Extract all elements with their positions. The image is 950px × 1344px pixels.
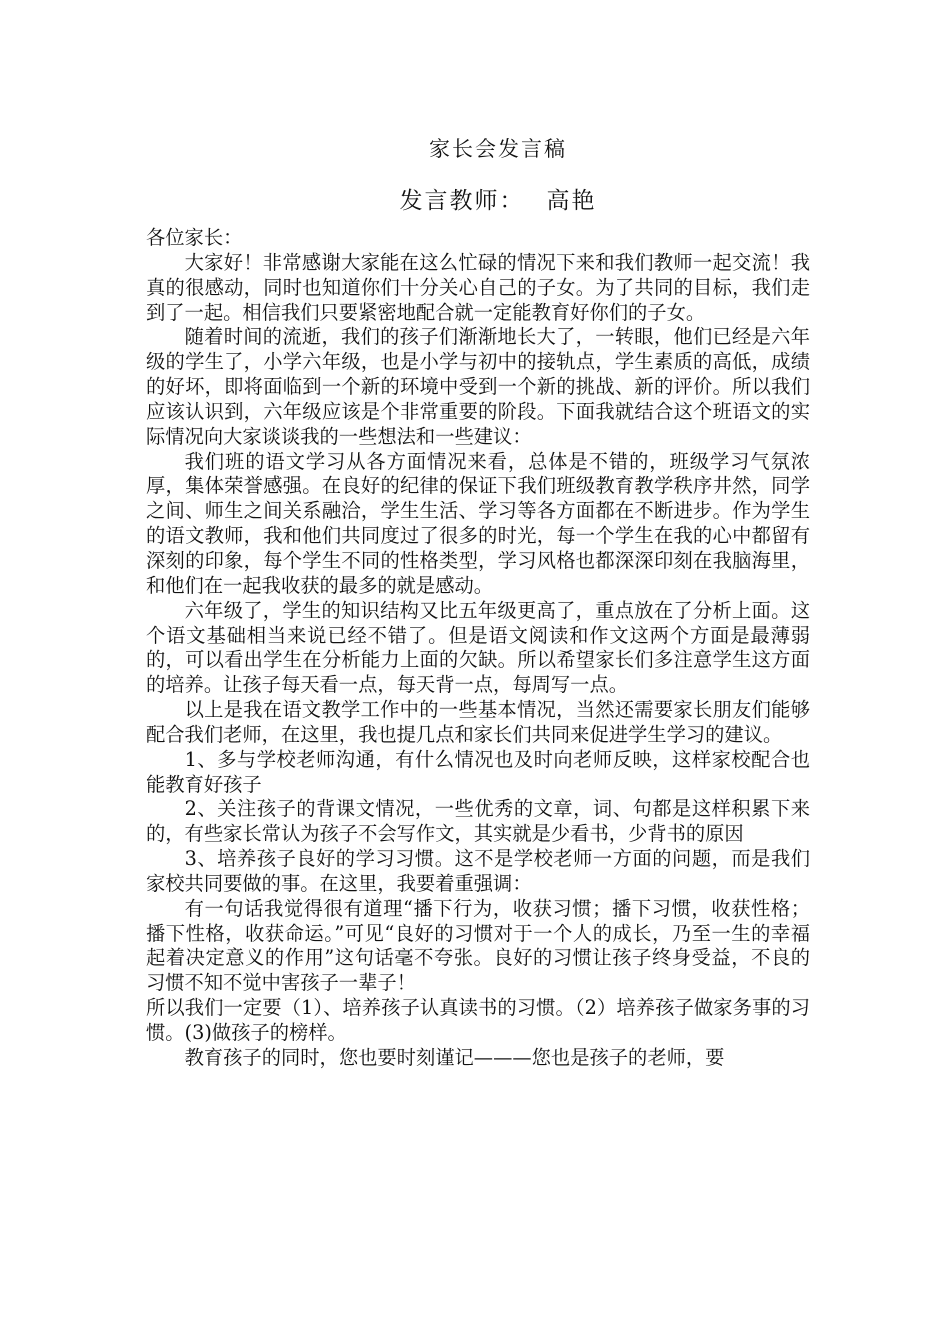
suggestion-item-1: 1、多与学校老师沟通，有什么情况也及时向老师反映，这样家校配合也能教育好孩子 (146, 747, 810, 796)
document-title: 家长会发言稿 (429, 137, 567, 161)
salutation: 各位家长： (146, 226, 243, 249)
paragraph-suggestions-intro: 以上是我在语文教学工作中的一些基本情况，当然还需要家长朋友们能够配合我们老师，在这里，我也提几点和家长们共同来促进学生学习的建议。 (146, 698, 810, 746)
paragraph-greeting: 大家好！非常感谢大家能在这么忙碌的情况下来和我们教师一起交流！我真的很感动，同时也知道你们十分关心自己的子女。为了共同的目标，我们走到了一起。相信我们只要紧密地配合就一定能教育好你们的子女。 (146, 250, 810, 324)
paragraph-habits-list: 所以我们一定要（1）、培养孩子认真读书的习惯。（2）培养孩子做家务事的习惯。(3)做孩子的榜样。 (146, 996, 810, 1044)
speaker-line (0, 185, 950, 217)
paragraph-parent-role: 教育孩子的同时，您也要时刻谨记———您也是孩子的老师，要 (184, 1045, 725, 1069)
suggestion-item-2: 2、关注孩子的背课文情况，一些优秀的文章，词、句都是这样积累下来的，有些家长常认为孩子不会写作文，其实就是少看书，少背书的原因 (146, 797, 810, 846)
paragraph-habits-quote: 有一句话我觉得很有道理“播下行为，收获习惯；播下习惯，收获性格；播下性格，收获命运。”可见“良好的习惯对于一个人的成长，乃至一生的幸福起着决定意义的作用”这句话毫不夸张。良好的习惯让孩子终身受益，不良的习惯不知不觉中害孩子一辈子！ (146, 896, 810, 995)
paragraph-analysis-focus: 六年级了，学生的知识结构又比五年级更高了，重点放在了分析上面。这个语文基础相当来说已经不错了。但是语文阅读和作文这两个方面是最薄弱的，可以看出学生在分析能力上面的欠缺。所以希望家长们多注意学生这方面的培养。让孩子每天看一点，每天背一点，每周写一点。 (146, 598, 810, 697)
speaker-name: 高艳 (546, 188, 597, 214)
document-body (146, 226, 810, 1071)
paragraph-class-overview: 我们班的语文学习从各方面情况来看，总体是不错的，班级学习气氛浓厚，集体荣誉感强。在良好的纪律的保证下我们班级教育教学秩序井然，同学之间、师生之间关系融洽，学生生活、学习等各方面都在不断进步。作为学生的语文教师，我和他们共同度过了很多的时光，每一个学生在我的心中都留有深刻的印象，每个学生不同的性格类型，学习风格也都深深印刻在我脑海里，和他们在一起我收获的最多的就是感动。 (146, 449, 810, 597)
paragraph-sixth-grade: 随着时间的流逝，我们的孩子们渐渐地长大了，一转眼，他们已经是六年级的学生了，小学六年级，也是小学与初中的接轨点，学生素质的高低，成绩的好坏，即将面临到一个新的环境中受到一个新的挑战、新的评价。所以我们应该认识到，六年级应该是个非常重要的阶段。下面我就结合这个班语文的实际情况向大家谈谈我的一些想法和一些建议： (146, 325, 810, 448)
suggestion-item-3: 3、培养孩子良好的学习习惯。这不是学校老师一方面的问题，而是我们家校共同要做的事。在这里，我要着重强调： (146, 847, 810, 895)
speaker-label: 发言教师： (399, 188, 525, 214)
